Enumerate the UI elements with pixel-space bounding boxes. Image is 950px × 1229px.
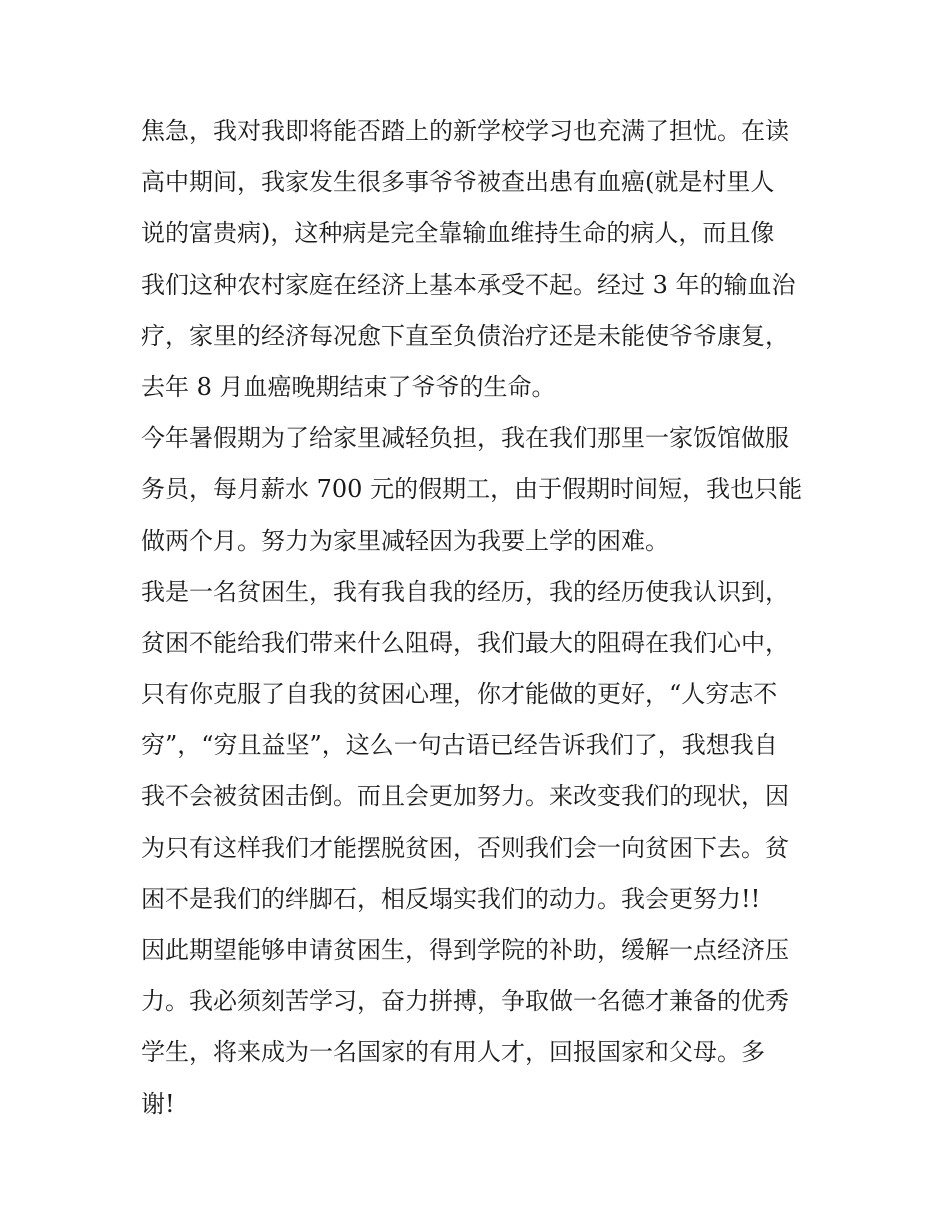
text-line: 因此期望能够申请贫困生，得到学院的补助，缓解一点经济压 — [141, 936, 789, 964]
document-body — [141, 106, 813, 1130]
text-line: 疗，家里的经济每况愈下直至负债治疗还是未能使爷爷康复， — [141, 321, 789, 350]
text-line: 困不是我们的绊脚石，相反塌实我们的动力。我会更努力!! — [141, 884, 761, 913]
text-line: 说的富贵病)，这种病是完全靠输血维持生命的病人，而且像 — [141, 219, 775, 248]
text-line: 只有你克服了自我的贫困心理，你才能做的更好，“人穷志不 — [141, 680, 778, 709]
text-line: 力。我必须刻苦学习，奋力拼搏，争取做一名德才兼备的优秀 — [141, 987, 789, 1016]
text-line: 为只有这样我们才能摆脱贫困，否则我们会一向贫困下去。贫 — [141, 833, 789, 862]
text-line: 我是一名贫困生，我有我自我的经历，我的经历使我认识到， — [141, 577, 789, 606]
text-line: 今年暑假期为了给家里减轻负担，我在我们那里一家饭馆做服 — [141, 424, 789, 453]
text-line: 去年 8 月血癌晚期结束了爷爷的生命。 — [141, 372, 556, 401]
text-line: 穷”，“穷且益坚”，这么一句古语已经告诉我们了，我想我自 — [141, 731, 778, 760]
text-line: 我们这种农村家庭在经济上基本承受不起。经过 3 年的输血治 — [141, 270, 796, 299]
text-line: 高中期间，我家发生很多事爷爷被查出患有血癌(就是村里人 — [141, 168, 775, 197]
text-line: 务员，每月薪水 700 元的假期工，由于假期时间短，我也只能 — [141, 475, 803, 504]
text-line: 学生，将来成为一名国家的有用人才，回报国家和父母。多 — [141, 1038, 765, 1067]
text-line: 贫困不能给我们带来什么阻碍，我们最大的阻碍在我们心中， — [141, 628, 789, 657]
text-line: 做两个月。努力为家里减轻因为我要上学的困难。 — [141, 526, 669, 555]
text-line: 我不会被贫困击倒。而且会更加努力。来改变我们的现状，因 — [141, 782, 789, 811]
text-line: 焦急，我对我即将能否踏上的新学校学习也充满了担忧。在读 — [141, 117, 789, 145]
text-line: 谢! — [141, 1089, 175, 1118]
